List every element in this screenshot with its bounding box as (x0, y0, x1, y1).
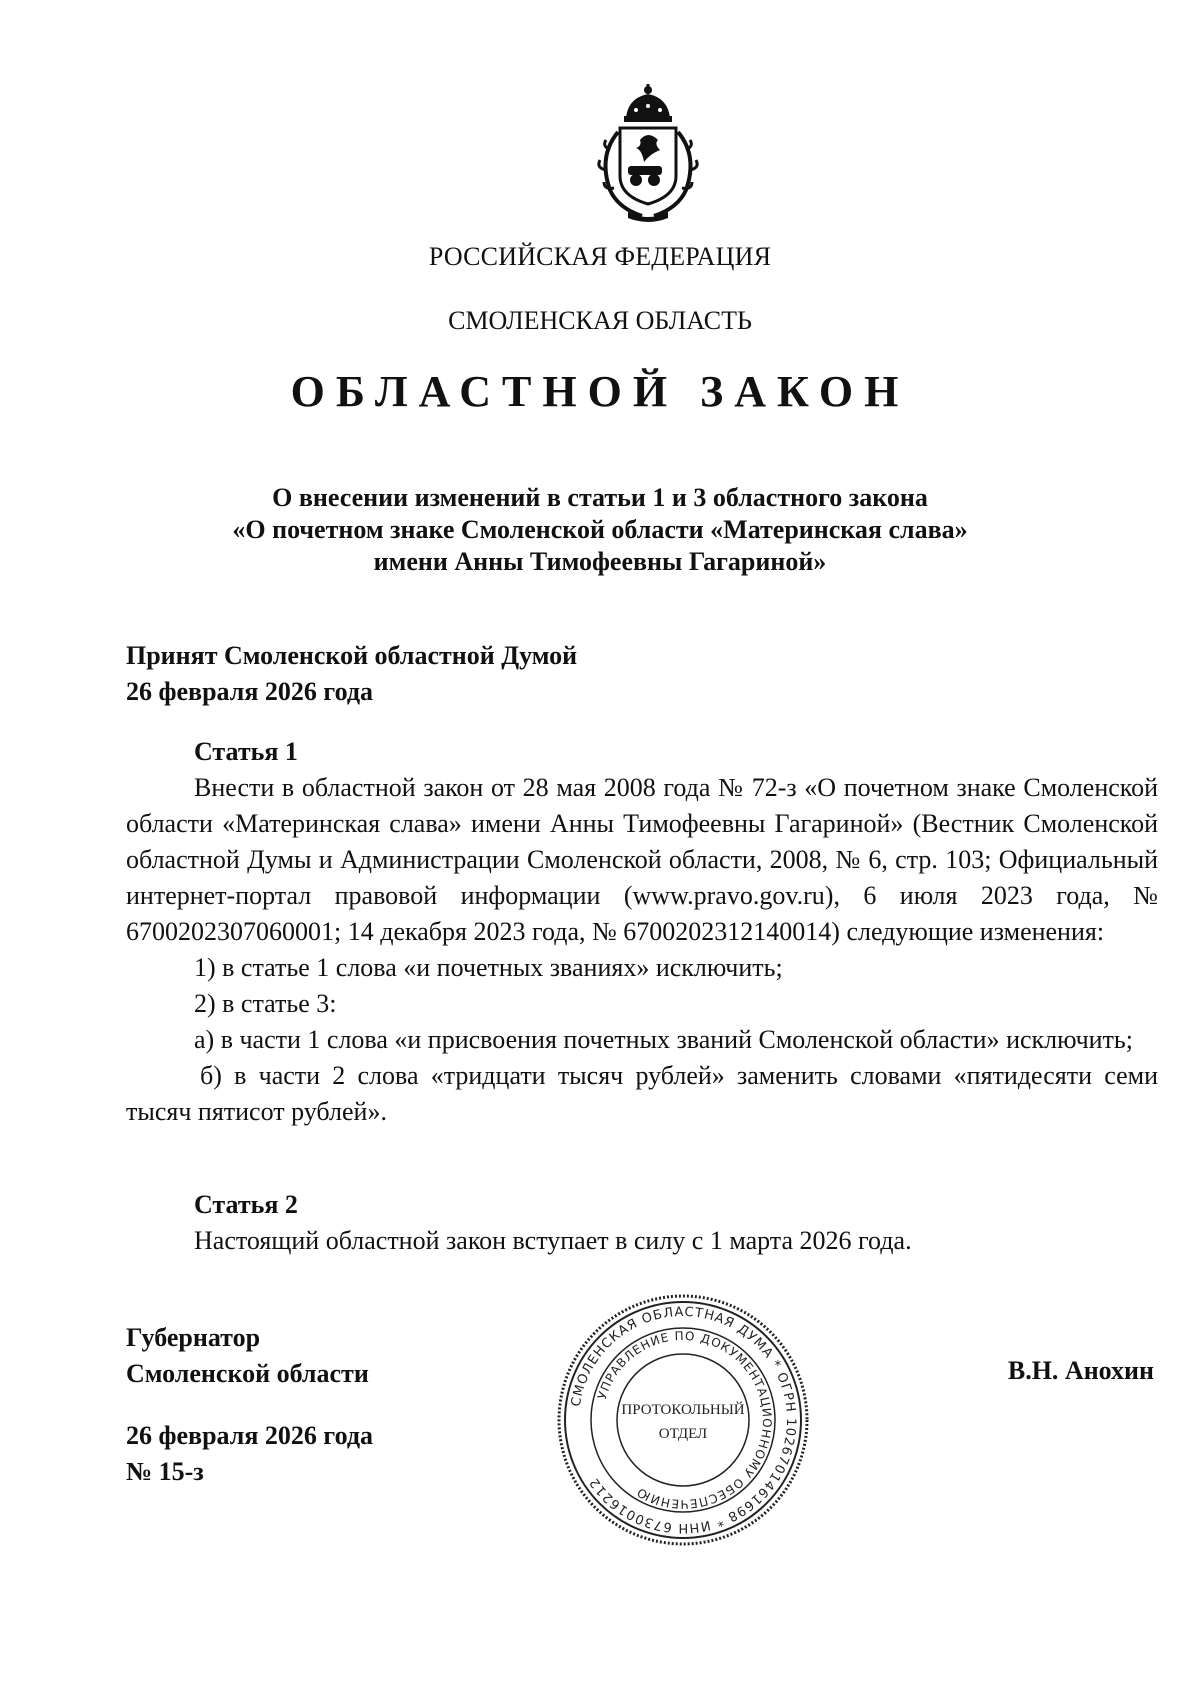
document-type-title: ОБЛАСТНОЙ ЗАКОН (290, 367, 910, 416)
signatory-position (126, 1320, 369, 1392)
signing-details (126, 1418, 373, 1490)
article-2-title: Статья 2 (194, 1190, 298, 1219)
seal-center-line-1: ПРОТОКОЛЬНЫЙ (621, 1402, 745, 1418)
seal-outer-text: СМОЛЕНСКАЯ ОБЛАСТНАЯ ДУМА * ОГРН 1026701461698 * ИНН 6730016212 (568, 1304, 799, 1536)
adoption-note (126, 638, 577, 710)
subject-line: имени Анны Тимофеевны Гагариной» (373, 547, 827, 576)
law-number: № 15-з (126, 1457, 204, 1486)
adoption-body: Принят Смоленской областной Думой (126, 641, 578, 670)
article-2-text: Настоящий областной закон вступает в силу с 1 марта 2026 года. (194, 1226, 912, 1255)
article-1-item-2: 2) в статье 3: (194, 989, 337, 1018)
coat-of-arms-emblem (588, 84, 708, 224)
seal-center-line-2: ОТДЕЛ (658, 1426, 708, 1442)
subject-line: «О почетном знаке Смоленской области «Материнская слава» (232, 515, 968, 544)
article-2 (126, 1187, 1158, 1259)
law-subject (160, 482, 1040, 578)
region-heading: СМОЛЕНСКАЯ ОБЛАСТЬ (448, 306, 752, 335)
article-1 (126, 734, 1158, 1130)
country-heading: РОССИЙСКАЯ ФЕДЕРАЦИЯ (428, 242, 772, 271)
article-1-item-2b: б) в части 2 слова «тридцати тысяч рублей» заменить словами «пятидесяти семи тысяч пятисот рублей». (126, 1061, 1158, 1126)
signing-date: 26 февраля 2026 года (126, 1421, 373, 1450)
adoption-date: 26 февраля 2026 года (126, 677, 373, 706)
article-1-item-1: 1) в статье 1 слова «и почетных званиях» исключить; (194, 953, 783, 982)
subject-line: О внесении изменений в статьи 1 и 3 областного закона (272, 483, 928, 512)
article-1-intro: Внести в областной закон от 28 мая 2008 года № 72-з «О почетном знаке Смоленской области «Материнская слава» имени Анны Тимофеевны Гагариной» (Вестник Смоленской областной Думы и Администрации Смоленской области, 2008, № 6, стр. 103; Официальный интернет-портал правовой информации (www.pravo.gov.ru), 6 июля 2023 года, № 6700202307060001; 14 декабря 2023 года, № 6700202312140014) следующие изменения: (126, 773, 1158, 946)
seal-inner-text: УПРАВЛЕНИЕ ПО ДОКУМЕНТАЦИОННОМУ ОБЕСПЕЧЕНИЮ (594, 1328, 775, 1512)
position-line: Смоленской области (126, 1359, 369, 1388)
signatory-name: В.Н. Анохин (1007, 1356, 1154, 1385)
svg-text:УПРАВЛЕНИЕ ПО ДОКУМЕНТАЦИОННОМ (595, 1329, 774, 1511)
article-1-item-2a: а) в части 1 слова «и присвоения почетных званий Смоленской области» исключить; (194, 1025, 1133, 1054)
article-1-title: Статья 1 (194, 737, 298, 766)
official-seal-stamp (555, 1292, 811, 1548)
position-line: Губернатор (126, 1323, 261, 1352)
